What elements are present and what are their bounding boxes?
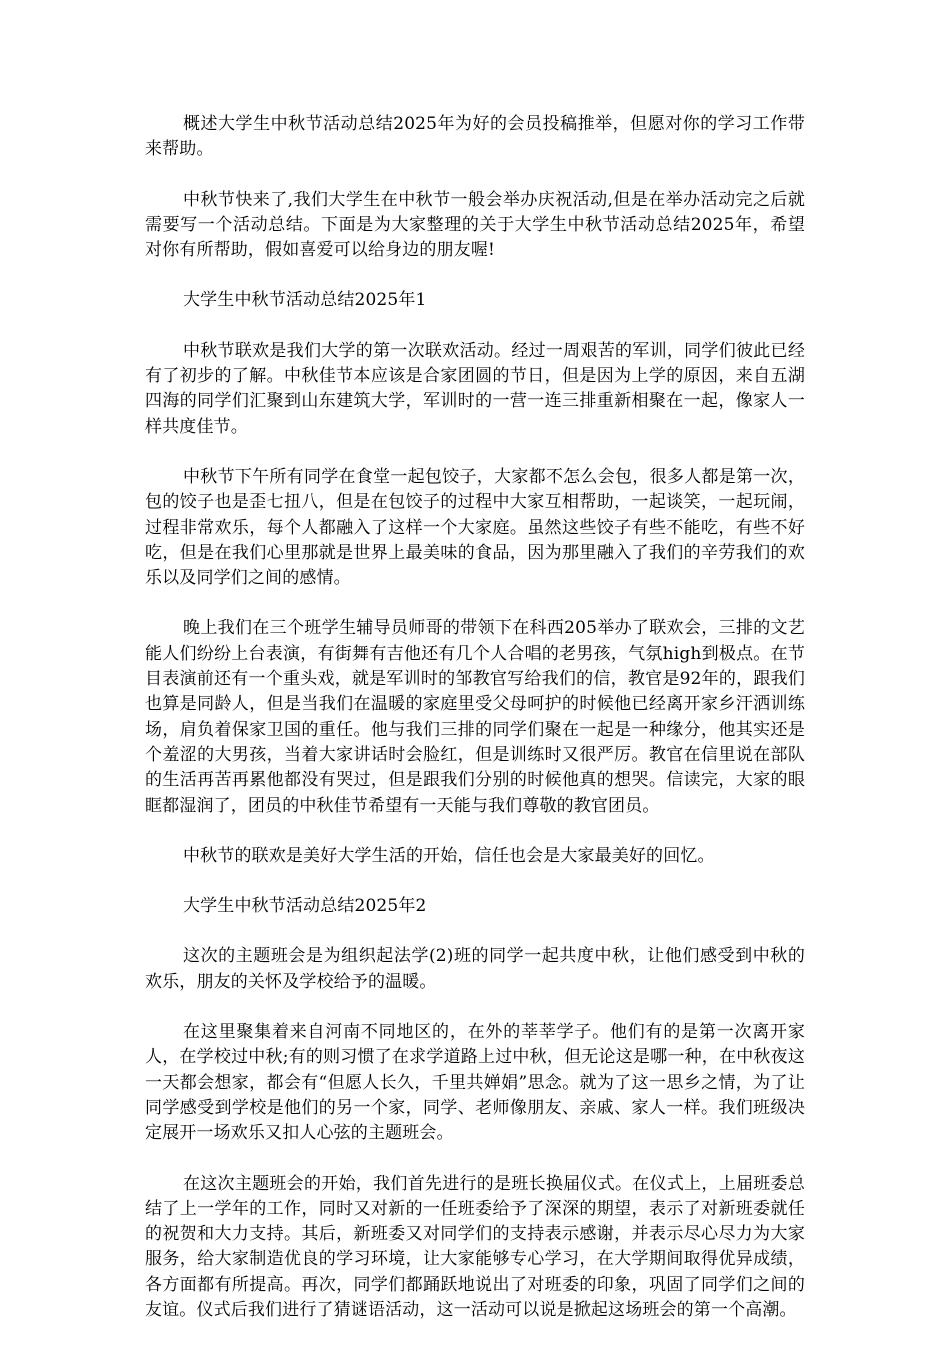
- document-body: [145, 112, 805, 1348]
- body-paragraph: 在这次主题班会的开始，我们首先进行的是班长换届仪式。在仪式上，上届班委总结了上一学年的工作，同时又对新的一任班委给予了深深的期望，表示了对新班委就任的祝贺和大力支持。其后，新班委又对同学们的支持表示感谢，并表示尽心尽力为大家服务，给大家制造优良的学习环境，让大家能够专心学习，在大学期间取得优异成绩，各方面都有所提高。再次，同学们都踊跃地说出了对班委的印象，巩固了同学们之间的友谊。仪式后我们进行了猜谜语活动，这一活动可以说是掀起这场班会的第一个高潮。: [145, 1173, 805, 1320]
- body-paragraph: 这次的主题班会是为组织起法学(2)班的同学一起共度中秋，让他们感受到中秋的欢乐，朋友的关怀及学校给予的温暖。: [145, 946, 805, 992]
- section-heading-1: 大学生中秋节活动总结2025年1: [183, 290, 427, 311]
- body-paragraph: 中秋节下午所有同学在食堂一起包饺子，大家都不怎么会包，很多人都是第一次，包的饺子也是歪七扭八，但是在包饺子的过程中大家互相帮助，一起谈笑，一起玩闹，过程非常欢乐，每个人都融入了这样一个大家庭。虽然这些饺子有些不能吃，有些不好吃，但是在我们心里那就是世界上最美味的食品，因为那里融入了我们的辛劳我们的欢乐以及同学们之间的感情。: [145, 466, 805, 589]
- body-paragraph: 中秋节联欢是我们大学的第一次联欢活动。经过一周艰苦的军训，同学们彼此已经有了初步的了解。中秋佳节本应该是合家团圆的节日，但是因为上学的原因，来自五湖四海的同学们汇聚到山东建筑大学，军训时的一营一连三排重新相聚在一起，像家人一样共度佳节。: [145, 340, 805, 437]
- section-heading-2: 大学生中秋节活动总结2025年2: [183, 896, 427, 917]
- body-paragraph: 中秋节的联欢是美好大学生活的开始，信任也会是大家最美好的回忆。: [183, 845, 715, 866]
- body-paragraph: 晚上我们在三个班学生辅导员师哥的带领下在科西205举办了联欢会，三排的文艺能人们纷纷上台表演，有街舞有吉他还有几个人合唱的老男孩，气氛high到极点。在节目表演前还有一个重头戏，就是军训时的邹教官写给我们的信，教官是92年的，跟我们也算是同龄人，但是当我们在温暖的家庭里受父母呵护的时候他已经离开家乡汗洒训练场，肩负着保家卫国的重任。他与我们三排的同学们聚在一起是一种缘分，他其实还是个羞涩的大男孩，当着大家讲话时会脸红，但是训练时又很严厉。教官在信里说在部队的生活再苦再累他都没有哭过，但是跟我们分别的时候他真的想哭。信读完，大家的眼眶都湿润了，团员的中秋佳节希望有一天能与我们尊敬的教官团员。: [145, 618, 805, 816]
- preface-paragraph: 中秋节快来了,我们大学生在中秋节一般会举办庆祝活动,但是在举办活动完之后就需要写一个活动总结。下面是为大家整理的关于大学生中秋节活动总结2025年，希望对你有所帮助，假如喜爱可以给身边的朋友喔!: [145, 189, 805, 261]
- body-paragraph: 在这里聚集着来自河南不同地区的，在外的莘莘学子。他们有的是第一次离开家人，在学校过中秋;有的则习惯了在求学道路上过中秋，但无论这是哪一种，在中秋夜这一天都会想家，都会有“但愿人长久，千里共婵娟”思念。就为了这一思乡之情，为了让同学感受到学校是他们的另一个家，同学、老师像朋友、亲戚、家人一样。我们班级决定展开一场欢乐又扣人心弦的主题班会。: [145, 1022, 805, 1144]
- intro-paragraph: 概述大学生中秋节活动总结2025年为好的会员投稿推举，但愿对你的学习工作带来帮助。: [145, 114, 805, 160]
